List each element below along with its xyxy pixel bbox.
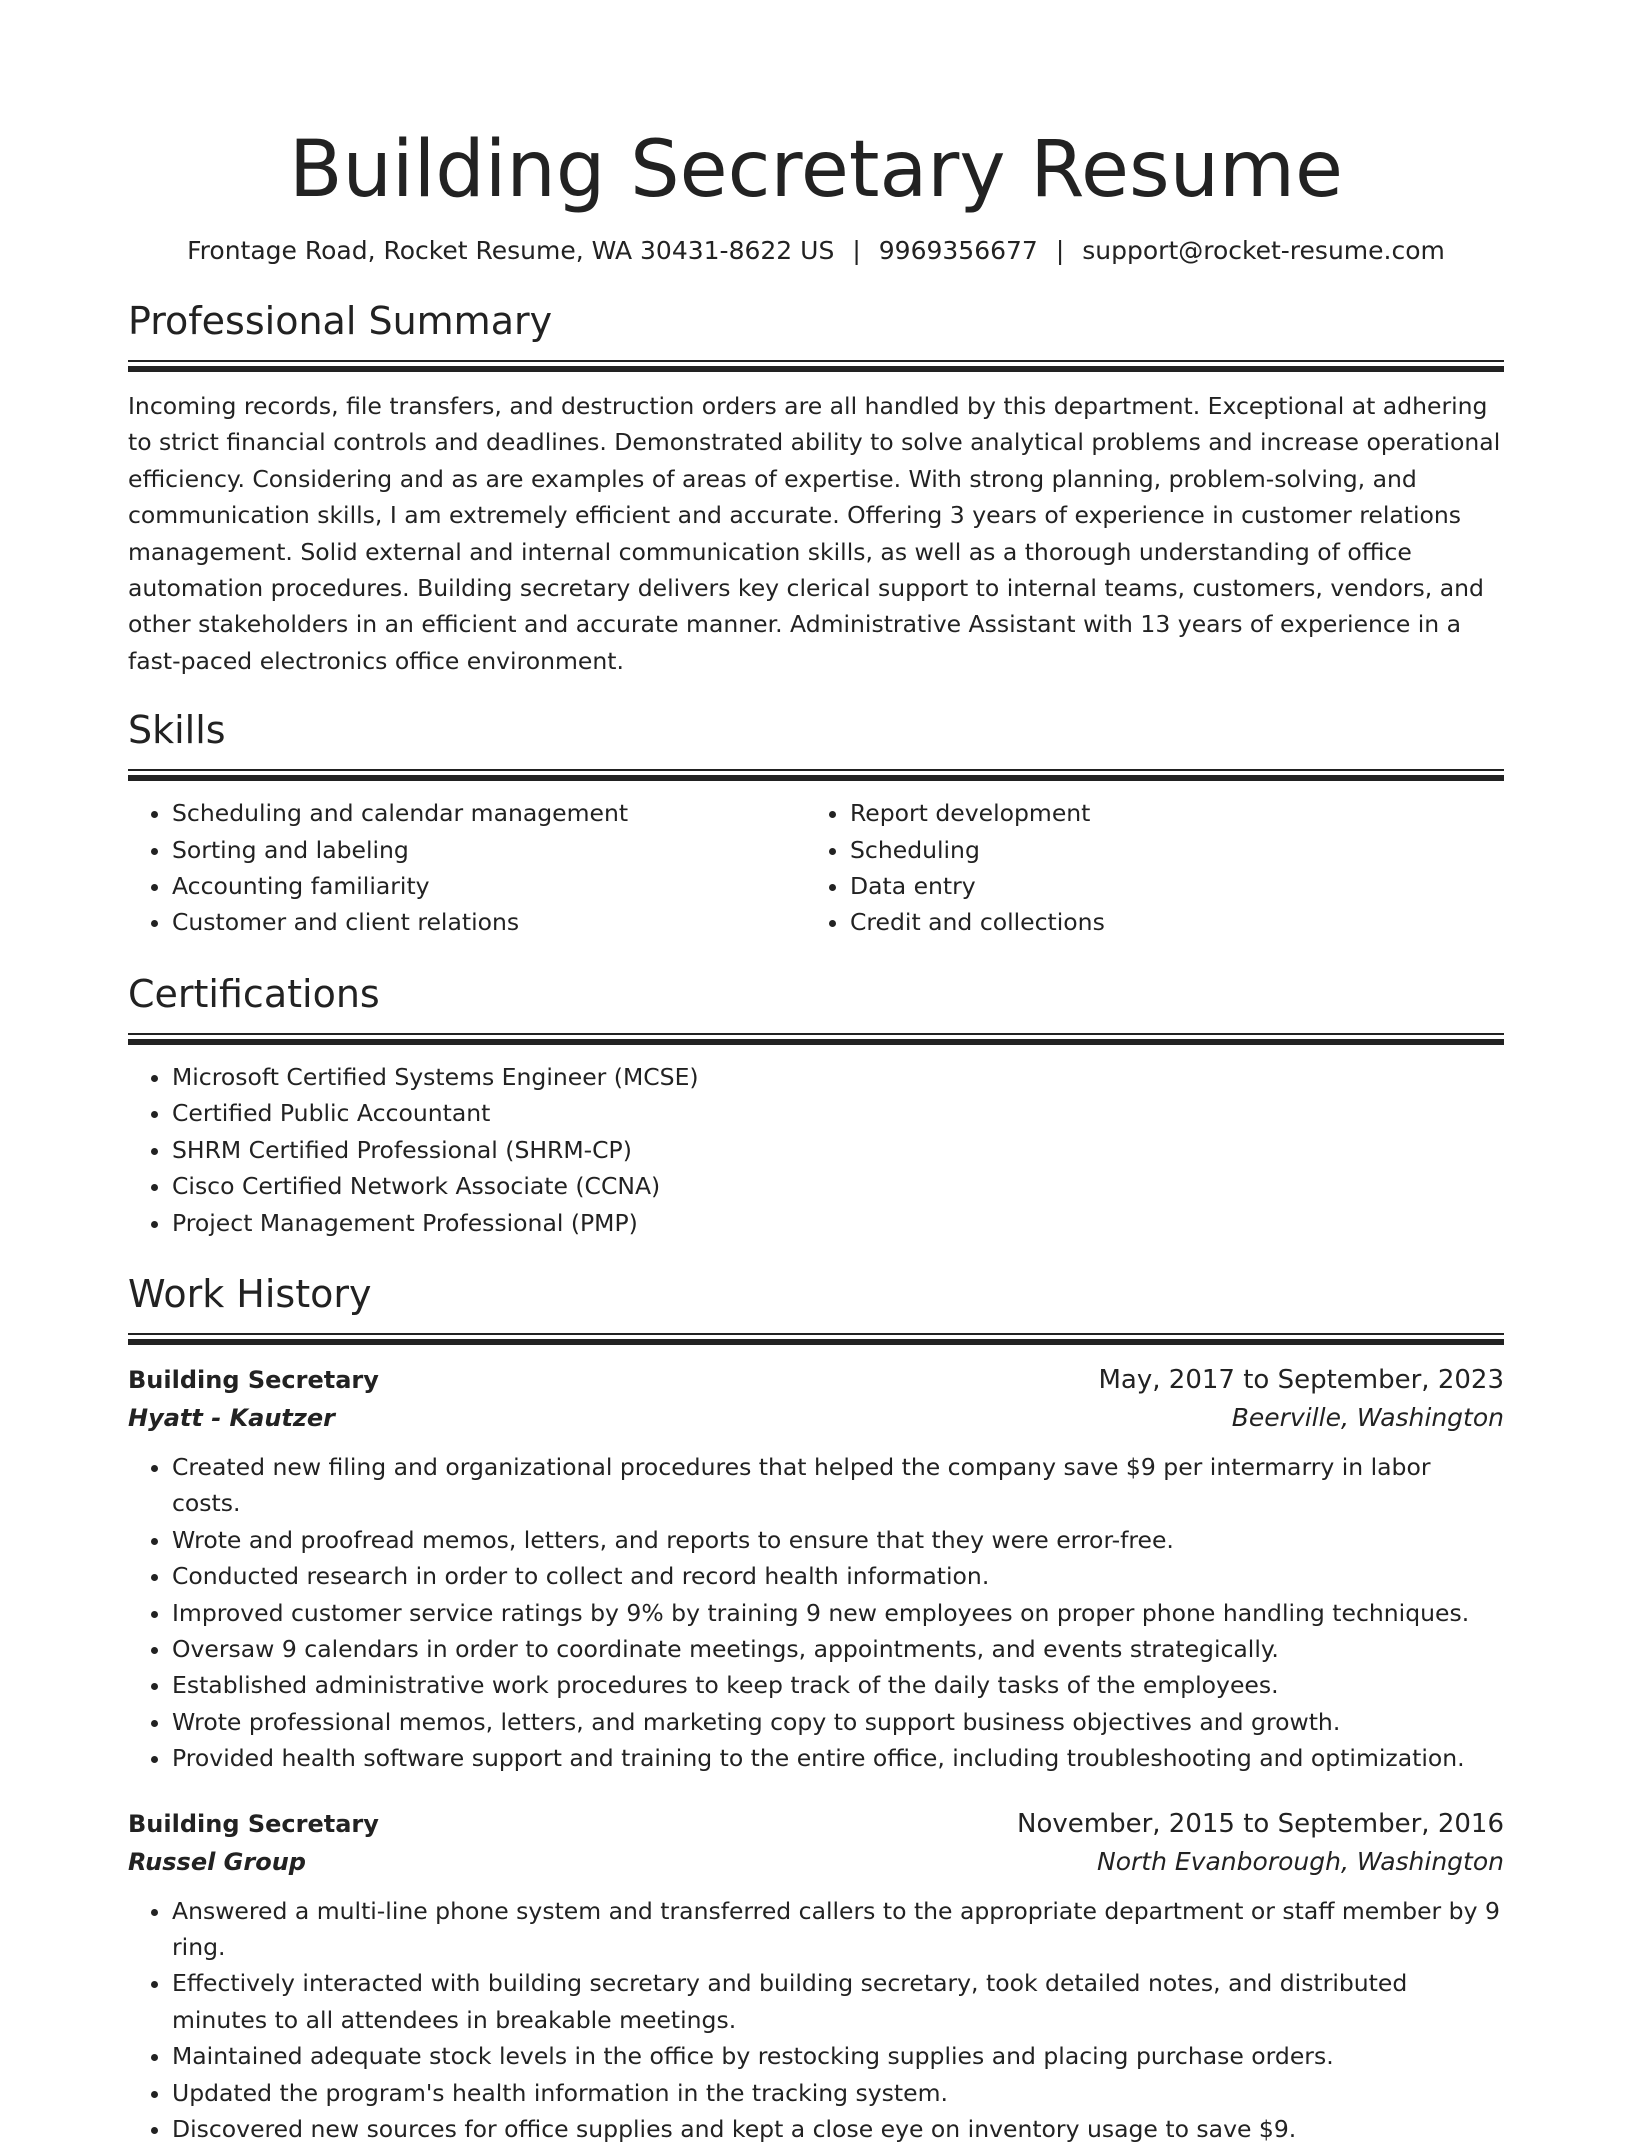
job-company: Russel Group bbox=[128, 1847, 306, 1876]
section-divider bbox=[128, 769, 1504, 781]
skill-item: • Scheduling bbox=[850, 832, 1484, 868]
skill-item: • Data entry bbox=[850, 868, 1484, 904]
contact-separator: | bbox=[1055, 236, 1065, 265]
job-entry bbox=[128, 1361, 1504, 1777]
skills-list-right bbox=[806, 795, 1484, 941]
job-entry bbox=[128, 1805, 1504, 2147]
resume-page bbox=[128, 0, 1504, 2147]
section-divider bbox=[128, 360, 1504, 372]
skills-heading: Skills bbox=[128, 708, 226, 753]
certification-item: • Project Management Professional (PMP) bbox=[172, 1205, 1504, 1241]
skills-section bbox=[128, 707, 1504, 941]
summary-section bbox=[128, 298, 1504, 679]
resume-title: Building Secretary Resume bbox=[288, 125, 1344, 215]
contact-separator: | bbox=[852, 236, 861, 265]
summary-heading: Professional Summary bbox=[128, 299, 553, 343]
skill-item: • Customer and client relations bbox=[172, 904, 806, 940]
job-bullets bbox=[128, 1893, 1504, 2147]
job-header bbox=[128, 1361, 1504, 1399]
contact-line bbox=[128, 234, 1504, 268]
job-bullet: • Updated the program's health information in the tracking system. bbox=[172, 2075, 1504, 2111]
job-location: North Evanborough, Washington bbox=[1097, 1846, 1504, 1876]
job-role: Building Secretary bbox=[128, 1809, 379, 1838]
job-bullet: • Wrote professional memos, letters, and marketing copy to support business objectives and growth. bbox=[172, 1704, 1504, 1740]
section-divider bbox=[128, 1333, 1504, 1345]
job-bullet: • Provided health software support and training to the entire office, including troubleshooting and optimization. bbox=[172, 1740, 1504, 1776]
skill-item: • Report development bbox=[850, 795, 1484, 831]
job-bullet: • Wrote and proofread memos, letters, and reports to ensure that they were error-free. bbox=[172, 1522, 1504, 1558]
job-header bbox=[128, 1805, 1504, 1843]
certification-item: • SHRM Certified Professional (SHRM-CP) bbox=[172, 1132, 1504, 1168]
certifications-section bbox=[128, 971, 1504, 1241]
job-bullet: • Conducted research in order to collect and record health information. bbox=[172, 1558, 1504, 1594]
job-bullet: • Answered a multi-line phone system and transferred callers to the appropriate department or staff member by 9 ring. bbox=[172, 1893, 1504, 1966]
certifications-heading: Certifications bbox=[128, 971, 380, 1016]
skill-item: • Credit and collections bbox=[850, 904, 1484, 940]
job-bullets bbox=[128, 1449, 1504, 1777]
skill-item: • Sorting and labeling bbox=[172, 832, 806, 868]
job-bullet: • Oversaw 9 calendars in order to coordinate meetings, appointments, and events strategically. bbox=[172, 1631, 1504, 1667]
job-bullet: • Established administrative work procedures to keep track of the daily tasks of the employees. bbox=[172, 1667, 1504, 1703]
skills-list-left bbox=[128, 795, 806, 941]
contact-email[interactable]: support@rocket-resume.com bbox=[1082, 236, 1445, 265]
job-role: Building Secretary bbox=[128, 1365, 379, 1394]
skill-item: • Accounting familiarity bbox=[172, 868, 806, 904]
job-location: Beerville, Washington bbox=[1231, 1402, 1504, 1432]
job-bullet: • Created new filing and organizational procedures that helped the company save $9 per intermarry in labor costs. bbox=[172, 1449, 1504, 1522]
skill-item: • Scheduling and calendar management bbox=[172, 795, 806, 831]
job-subheader bbox=[128, 1843, 1504, 1881]
job-dates: November, 2015 to September, 2016 bbox=[1017, 1808, 1504, 1839]
work-section bbox=[128, 1271, 1504, 2147]
job-subheader bbox=[128, 1399, 1504, 1437]
job-company: Hyatt - Kautzer bbox=[128, 1403, 335, 1432]
certifications-list bbox=[128, 1059, 1504, 1241]
contact-phone: 9969356677 bbox=[878, 236, 1038, 265]
certification-item: • Cisco Certified Network Associate (CCNA) bbox=[172, 1168, 1504, 1204]
certification-item: • Microsoft Certified Systems Engineer (MCSE) bbox=[172, 1059, 1504, 1095]
section-divider bbox=[128, 1033, 1504, 1045]
job-bullet: • Improved customer service ratings by 9% by training 9 new employees on proper phone handling techniques. bbox=[172, 1595, 1504, 1631]
contact-address: Frontage Road, Rocket Resume, WA 30431-8622 US bbox=[187, 236, 835, 265]
job-bullet: • Effectively interacted with building secretary and building secretary, took detailed notes, and distributed minutes to all attendees in breakable meetings. bbox=[172, 1965, 1504, 2038]
job-bullet: • Discovered new sources for office supplies and kept a close eye on inventory usage to save $9. bbox=[172, 2111, 1504, 2147]
skills-grid bbox=[128, 795, 1504, 941]
job-bullet: • Maintained adequate stock levels in the office by restocking supplies and placing purchase orders. bbox=[172, 2038, 1504, 2074]
job-dates: May, 2017 to September, 2023 bbox=[1098, 1364, 1504, 1395]
work-heading: Work History bbox=[128, 1271, 372, 1316]
certification-item: • Certified Public Accountant bbox=[172, 1095, 1504, 1131]
summary-text: Incoming records, file transfers, and destruction orders are all handled by this department. Exceptional at adhering to strict financial controls and deadlines. Demonstrated ability to solve analytical problems and increase operational efficiency. Considering and as are examples of areas of expertise. With strong planning, problem-solving, and communication skills, I am extremely efficient and accurate. Offering 3 years of experience in customer relations management. Solid external and internal communication skills, as well as a thorough understanding of office automation procedures. Building secretary delivers key clerical support to internal teams, customers, vendors, and other stakeholders in an efficient and accurate manner. Administrative Assistant with 13 years of experience in a fast-paced electronics office environment. bbox=[128, 392, 1501, 675]
